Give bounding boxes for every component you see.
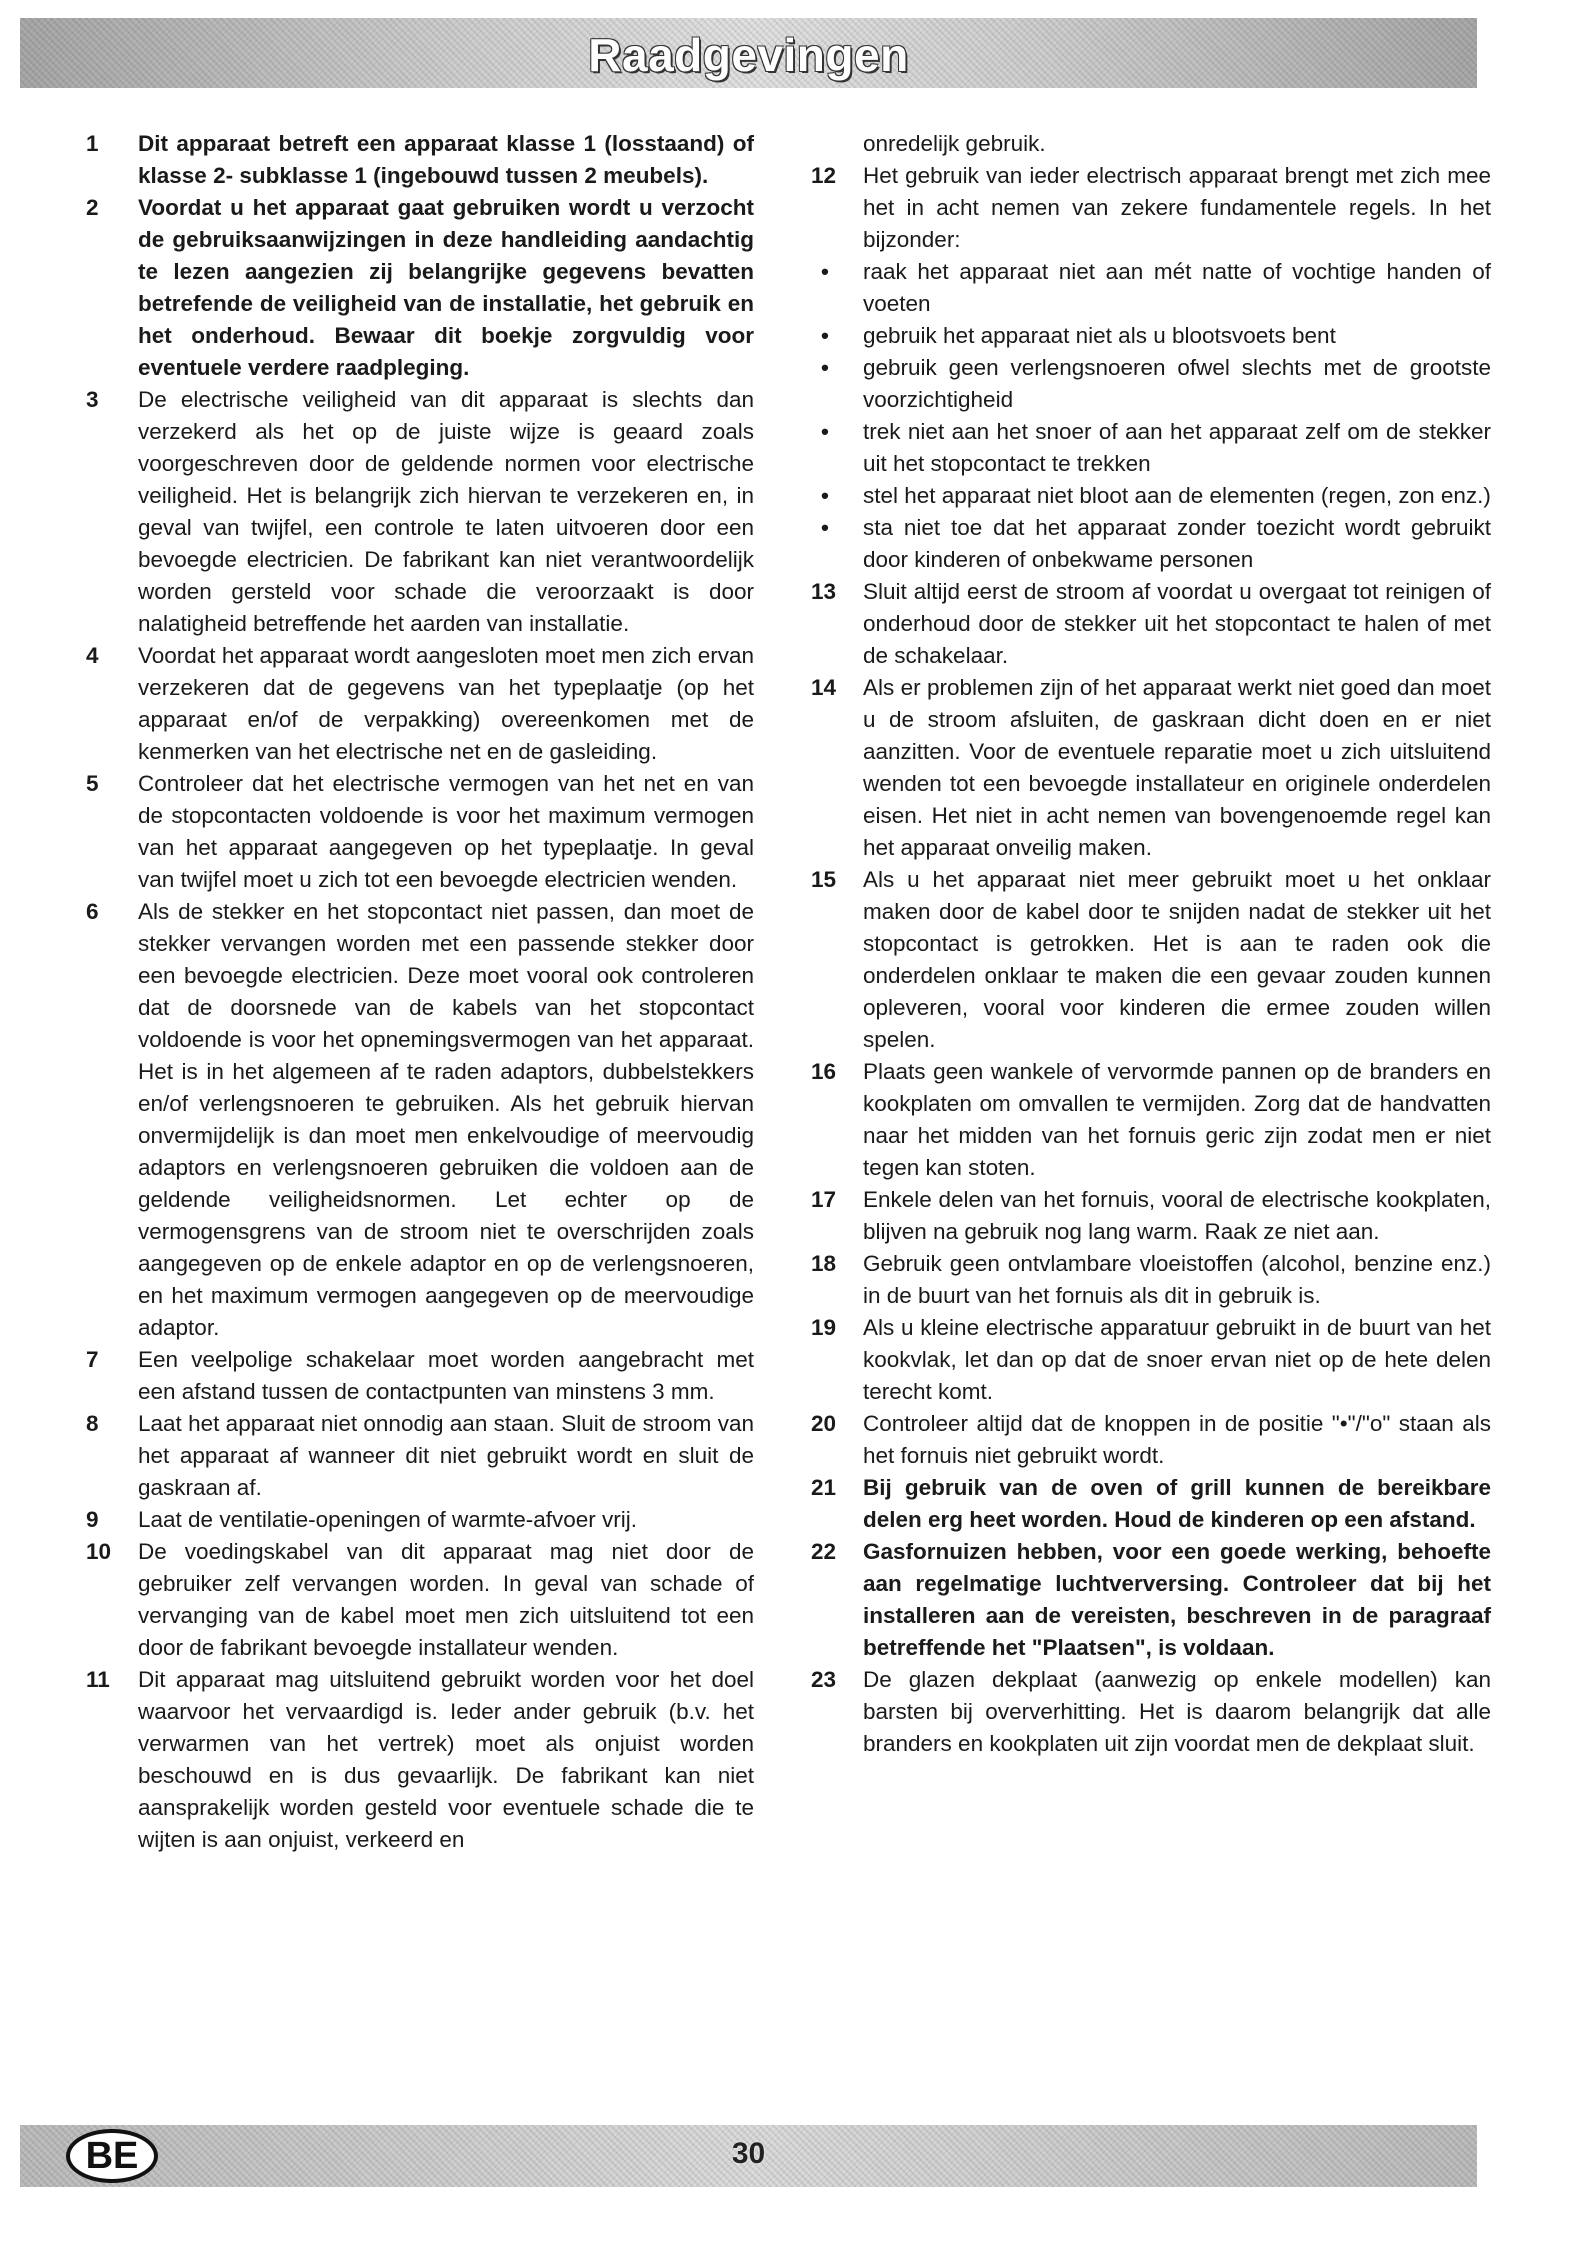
list-item: 15 Als u het apparaat niet meer gebruikt moet u het onklaar maken door de kabel door te snijden nadat de stekker uit het stopcontact is getrokken. Het is aan te raden ook die onderdelen onklaar te maken die een gevaar zouden kunnen opleveren, vooral voor kinderen die ermee zouden willen spelen. [811,867,1491,1052]
header-band [20,18,1477,88]
list-item: 12 Het gebruik van ieder electrisch apparaat brengt met zich mee het in acht nemen van zekere fundamentele regels. In het bijzonder: [811,163,1491,252]
bullet-icon: • [821,515,829,540]
bullet-list [811,256,1491,576]
list-item: 21 Bij gebruik van de oven of grill kunnen de bereikbare delen erg heet worden. Houd de kinderen op een afstand. [811,1475,1491,1532]
list-item: 5 Controleer dat het electrische vermogen van het net en van de stopcontacten voldoende is voor het maximum vermogen van het apparaat aangegeven op het typeplaatje. In geval van twijfel moet u zich tot een bevoegde electricien wenden. [86,771,754,892]
content-columns [86,128,1491,2088]
bullet-icon: • [821,259,829,284]
continued-text: onredelijk gebruik. [863,131,1046,156]
bullet-item: • trek niet aan het snoer of aan het apparaat zelf om de stekker uit het stopcontact te trekken [811,416,1491,480]
list-item: 2 Voordat u het apparaat gaat gebruiken wordt u verzocht de gebruiksaanwijzingen in deze handleiding aandachtig te lezen aangezien zij belangrijke gegevens bevatten betrefende de veiligheid van de installatie, het gebruik en het onderhoud. Bewaar dit boekje zorgvuldig voor eventuele verdere raadpleging. [86,195,754,380]
bullet-item: • gebruik het apparaat niet als u blootsvoets bent [811,320,1491,352]
list-item: 23 De glazen dekplaat (aanwezig op enkele modellen) kan barsten bij oververhitting. Het is daarom belangrijk dat alle branders en kookplaten uit zijn voordat men de dekplaat sluit. [811,1667,1491,1756]
list-item: 11 Dit apparaat mag uitsluitend gebruikt worden voor het doel waarvoor het vervaardigd is. Ieder ander gebruik (b.v. het verwarmen van het vertrek) moet als onjuist worden beschouwd en is dus gevaarlijk. De fabrikant kan niet aansprakelijk worden gesteld voor eventuele schade die te wijten is aan onjuist, verkeerd en [86,1667,754,1852]
bullet-item: • stel het apparaat niet bloot aan de elementen (regen, zon enz.) [811,480,1491,512]
list-item: 1 Dit apparaat betreft een apparaat klasse 1 (losstaand) of klasse 2- subklasse 1 (ingebouwd tussen 2 meubels). [86,131,754,188]
bullet-icon: • [821,483,829,508]
list-item: 17 Enkele delen van het fornuis, vooral de electrische kookplaten, blijven na gebruik nog lang warm. Raak ze niet aan. [811,1187,1491,1244]
list-item: 10 De voedingskabel van dit apparaat mag niet door de gebruiker zelf vervangen worden. In geval van schade of vervanging van de kabel moet men zich uitsluitend tot een door de fabrikant bevoegde installateur wenden. [86,1539,754,1660]
bullet-icon: • [821,323,829,348]
country-badge: BE [66,2129,158,2183]
list-item: 20 Controleer altijd dat de knoppen in de positie "•"/"o" staan als het fornuis niet gebruikt wordt. [811,1411,1491,1468]
left-column [86,128,754,1856]
list-item: 18 Gebruik geen ontvlambare vloeistoffen (alcohol, benzine enz.) in de buurt van het fornuis als dit in gebruik is. [811,1251,1491,1308]
bullet-item: • raak het apparaat niet aan mét natte of vochtige handen of voeten [811,256,1491,320]
list-item: 13 Sluit altijd eerst de stroom af voordat u overgaat tot reinigen of onderhoud door de stekker uit het stopcontact te halen of met de schakelaar. [811,579,1491,668]
list-item: 14 Als er problemen zijn of het apparaat werkt niet goed dan moet u de stroom afsluiten, de gaskraan dicht doen en er niet aanzitten. Voor de eventuele reparatie moet u zich uitsluitend wenden tot een bevoegde installateur en originele onderdelen eisen. Het niet in acht nemen van bovengenoemde regel kan het apparaat onveilig maken. [811,675,1491,860]
page-title: Raadgevingen [588,29,909,81]
page-number: 30 [731,2137,766,2170]
list-item: 16 Plaats geen wankele of vervormde pannen op de branders en kookplaten om omvallen te vermijden. Zorg dat de handvatten naar het midden van het fornuis geric zijn zodat men er niet tegen kan stoten. [811,1059,1491,1180]
list-item: 4 Voordat het apparaat wordt aangesloten moet men zich ervan verzekeren dat de gegevens van het typeplaatje (op het apparaat en/of de verpakking) overeenkomen met de kenmerken van het electrische net en de gasleiding. [86,643,754,764]
bullet-icon: • [821,419,829,444]
list-item: 9 Laat de ventilatie-openingen of warmte-afvoer vrij. [86,1507,638,1532]
list-item: 19 Als u kleine electrische apparatuur gebruikt in de buurt van het kookvlak, let dan op dat de snoer ervan niet op de hete delen terecht komt. [811,1315,1491,1404]
right-column [811,128,1491,1760]
list-item: 8 Laat het apparaat niet onnodig aan staan. Sluit de stroom van het apparaat af wanneer dit niet gebruikt wordt en sluit de gaskraan af. [86,1411,754,1500]
bullet-item: • gebruik geen verlengsnoeren ofwel slechts met de grootste voorzichtigheid [811,352,1491,416]
list-item: 6 Als de stekker en het stopcontact niet passen, dan moet de stekker vervangen worden met een passende stekker door een bevoegde electricien. Deze moet vooral ook controleren dat de doorsnede van de kabels van het stopcontact voldoende is voor het opnemingsvermogen van het apparaat. Het is in het algemeen af te raden adaptors, dubbelstekkers en/of verlengsnoeren te gebruiken. Als het gebruik hiervan onvermijdelijk is dan moet men enkelvoudige of meervoudig adaptors en verlengsnoeren gebruiken die voldoen aan de geldende veiligheidsnormen. Let echter op de vermogensgrens van de stroom niet te overschrijden zoals aangegeven op de enkele adaptor en op de verlengsnoeren, en het maximum vermogen aangegeven op de meervoudige adaptor. [86,899,754,1340]
footer-band [20,2125,1477,2187]
list-item: 7 Een veelpolige schakelaar moet worden aangebracht met een afstand tussen de contactpunten van minstens 3 mm. [86,1347,754,1404]
list-item: 3 De electrische veiligheid van dit apparaat is slechts dan verzekerd als het op de juiste wijze is geaard zoals voorgeschreven door de geldende normen voor electrische veiligheid. Het is belangrijk zich hiervan te verzekeren en, in geval van twijfel, een controle te laten uitvoeren door een bevoegde electricien. De fabrikant kan niet verantwoordelijk worden gersteld voor schade die veroorzaakt is door nalatigheid betreffende het aarden van installatie. [86,387,754,636]
bullet-icon: • [821,355,829,380]
bullet-item: • sta niet toe dat het apparaat zonder toezicht wordt gebruikt door kinderen of onbekwame personen [811,512,1491,576]
list-item: 22 Gasfornuizen hebben, voor een goede werking, behoefte aan regelmatige luchtverversing. Controleer dat bij het installeren aan de vereisten, beschreven in de paragraaf betreffende het "Plaatsen", is voldaan. [811,1539,1491,1660]
